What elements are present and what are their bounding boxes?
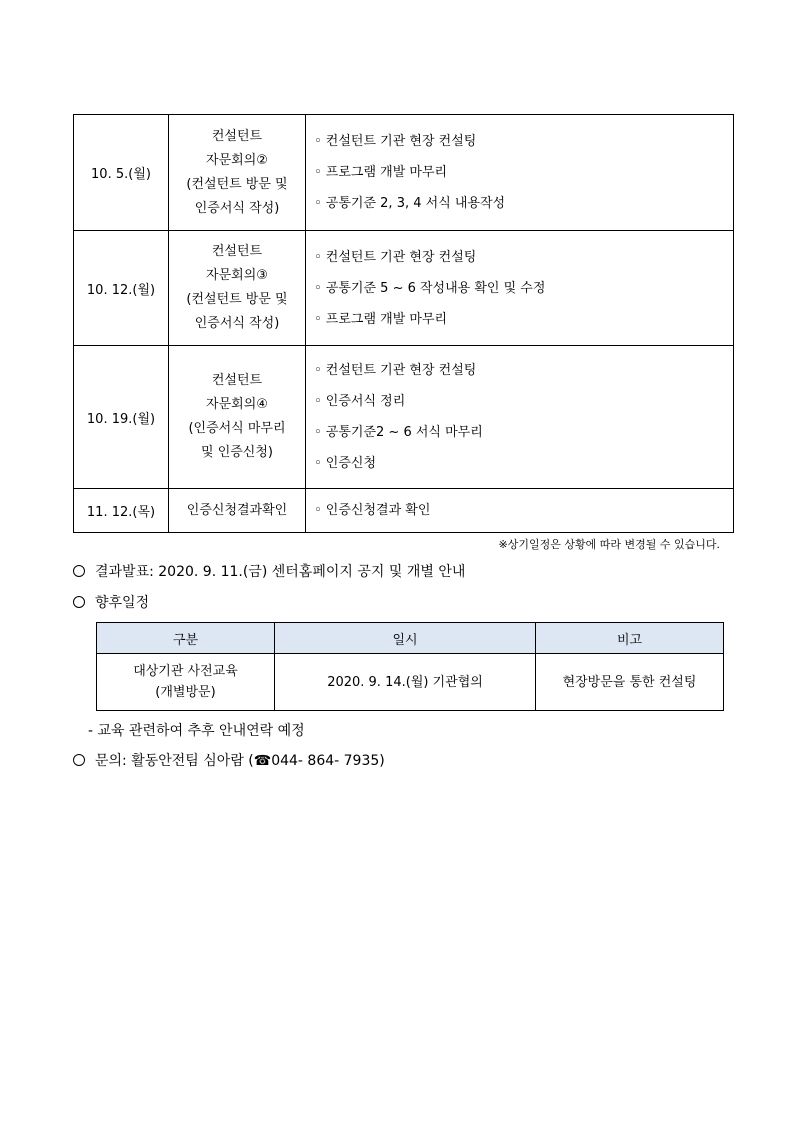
column-header: 비고 — [536, 623, 724, 654]
datetime-cell: 2020. 9. 14.(월) 기관협의 — [275, 654, 536, 711]
table-row — [97, 654, 724, 711]
title-cell: 컨설턴트 자문회의② (컨설턴트 방문 및 인증서식 작성) — [169, 115, 306, 231]
result-announcement: 결과발표: 2020. 9. 11.(금) 센터홈페이지 공지 및 개별 안내 — [73, 561, 465, 581]
list-item: ◦ 공통기준2 ~ 6 서식 마무리 — [314, 425, 483, 440]
list-item: ◦ 공통기준 5 ~ 6 작성내용 확인 및 수정 — [314, 280, 546, 296]
date-cell: 10. 19.(월) — [74, 346, 169, 489]
circle-bullet-icon — [73, 596, 85, 608]
category-cell: 대상기관 사전교육 (개별방문) — [97, 654, 275, 711]
items-cell — [306, 346, 734, 489]
list-item: ◦ 인증신청결과 확인 — [314, 503, 431, 518]
list-item: ◦ 컨설턴트 기관 현장 컨설팅 — [314, 134, 477, 149]
table-row — [74, 115, 734, 231]
future-schedule-heading: 향후일정 — [73, 592, 149, 612]
list-item: ◦ 프로그램 개발 마무리 — [314, 311, 448, 327]
date-cell: 10. 5.(월) — [74, 115, 169, 231]
list-item: ◦ 공통기준 2, 3, 4 서식 내용작성 — [314, 196, 506, 211]
table-row — [74, 346, 734, 489]
date-cell: 10. 12.(월) — [74, 231, 169, 346]
circle-bullet-icon — [73, 754, 85, 766]
contact-info: 문의: 활동안전팀 심아람 (☎044- 864- 7935) — [73, 750, 385, 770]
remark-cell: 현장방문을 통한 컨설팅 — [536, 654, 724, 711]
items-cell — [306, 231, 734, 346]
table-header-row — [97, 623, 724, 654]
title-cell: 인증신청결과확인 — [169, 489, 306, 533]
table-row — [74, 489, 734, 533]
circle-bullet-icon — [73, 565, 85, 577]
list-item: ◦ 인증신청 — [314, 456, 377, 471]
table-row — [74, 231, 734, 346]
column-header: 구분 — [97, 623, 275, 654]
items-cell — [306, 489, 734, 533]
date-cell: 11. 12.(목) — [74, 489, 169, 533]
future-schedule-table — [96, 622, 724, 711]
schedule-note: ※상기일정은 상황에 따라 변경될 수 있습니다. — [498, 538, 720, 551]
list-item: ◦ 컨설턴트 기관 현장 컨설팅 — [314, 363, 477, 378]
education-note: - 교육 관련하여 추후 안내연락 예정 — [88, 723, 305, 739]
items-cell — [306, 115, 734, 231]
list-item: ◦ 인증서식 정리 — [314, 394, 406, 409]
title-cell: 컨설턴트 자문회의③ (컨설턴트 방문 및 인증서식 작성) — [169, 231, 306, 346]
list-item: ◦ 컨설턴트 기관 현장 컨설팅 — [314, 249, 477, 265]
schedule-table — [73, 114, 734, 533]
list-item: ◦ 프로그램 개발 마무리 — [314, 165, 448, 180]
column-header: 일시 — [275, 623, 536, 654]
title-cell: 컨설턴트 자문회의④ (인증서식 마무리 및 인증신청) — [169, 346, 306, 489]
